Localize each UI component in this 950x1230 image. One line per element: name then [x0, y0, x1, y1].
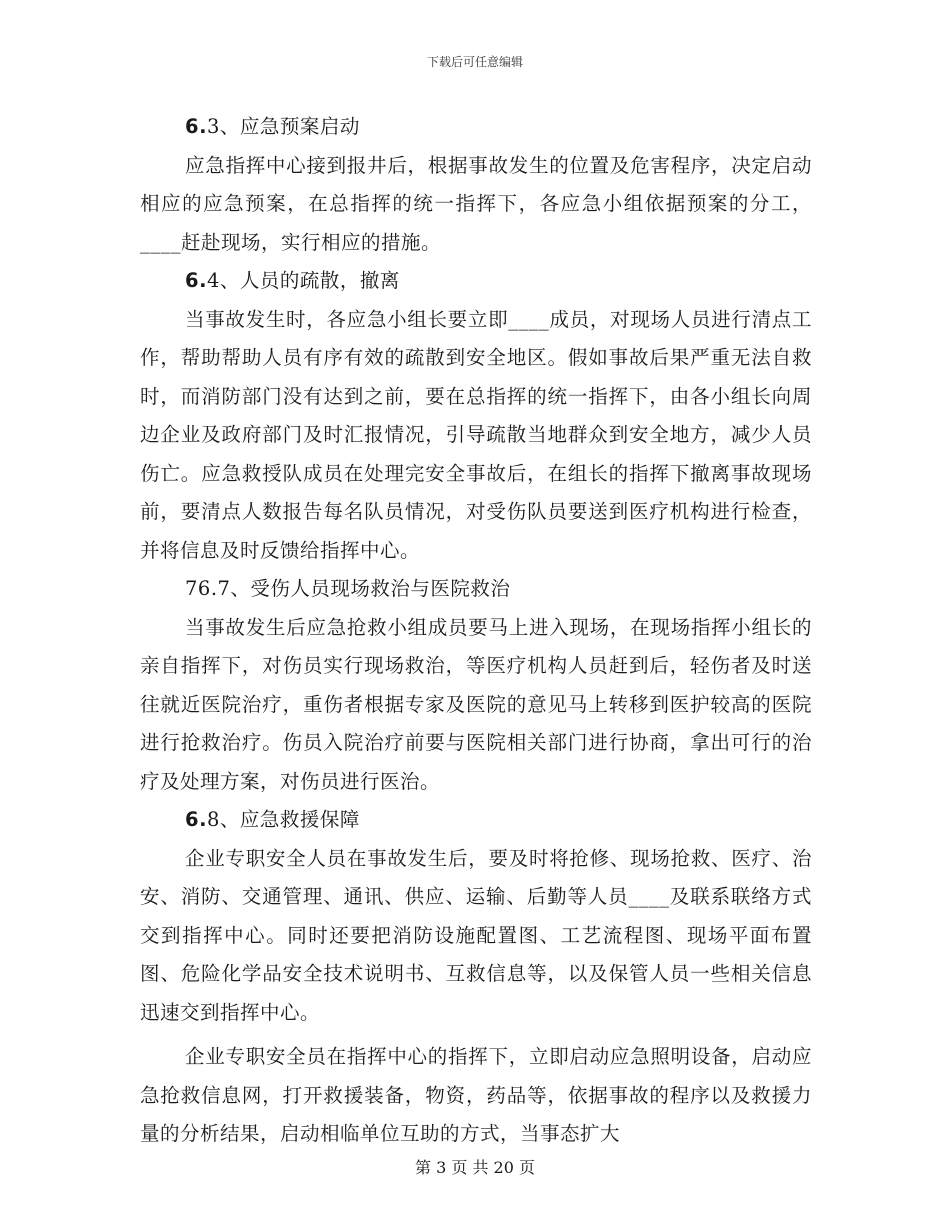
- section-heading-6-7: [140, 570, 812, 609]
- section-number: 6.: [185, 115, 207, 138]
- section-heading-6-3: [140, 108, 812, 147]
- section-heading-6-4: [140, 262, 812, 301]
- section-title: 4、人员的疏散，撤离: [206, 269, 400, 292]
- paragraph: 应急指挥中心接到报井后，根据事故发生的位置及危害程序，决定启动相应的应急预案，在总指挥的统一指挥下，各应急小组依据预案的分工，____赶赴现场，实行相应的措施。: [140, 153, 812, 254]
- paragraph: 当事故发生时，各应急小组长要立即____成员，对现场人员进行清点工作，帮助帮助人员有序有效的疏散到安全地区。假如事故后果严重无法自救时，而消防部门没有达到之前，要在总指挥的统一指挥下，由各小组长向周边企业及政府部门及时汇报情况，引导疏散当地群众到安全地方，减少人员伤亡。应急救授队成员在处理完安全事故后，在组长的指挥下撤离事故现场前，要清点人数报告每名队员情况，对受伤队员要送到医疗机构进行检查，并将信息及时反馈给指挥中心。: [140, 307, 812, 562]
- document-body: [140, 108, 812, 1154]
- section-number: 6.: [185, 269, 207, 292]
- section-number: 6.: [185, 808, 207, 831]
- page-footer: 第 3 页 共 20 页: [415, 1158, 535, 1177]
- section-title: 8、应急救援保障: [206, 808, 360, 831]
- section-heading-6-8: [140, 801, 812, 840]
- section-title: 3、应急预案启动: [206, 115, 360, 138]
- page-header: 下载后可任意编辑: [426, 55, 523, 69]
- paragraph: 企业专职安全员在指挥中心的指挥下，立即启动应急照明设备，启动应急抢救信息网，打开救援装备，物资，药品等，依据事故的程序以及救援力量的分析结果，启动相临单位互助的方式，当事态扩大: [140, 1045, 812, 1145]
- paragraph: 企业专职安全人员在事故发生后，要及时将抢修、现场抢救、医疗、治安、消防、交通管理、通讯、供应、运输、后勤等人员____及联系联络方式交到指挥中心。同时还要把消防设施配置图、工艺流程图、现场平面布置图、危险化学品安全技术说明书、互救信息等，以及保管人员一些相关信息迅速交到指挥中心。: [140, 846, 812, 1024]
- section-title: 76.7、受伤人员现场救治与医院救治: [185, 577, 511, 600]
- paragraph: 当事故发生后应急抢救小组成员要马上进入现场，在现场指挥小组长的亲自指挥下，对伤员实行现场救治，等医疗机构人员赶到后，轻伤者及时送往就近医院治疗，重伤者根据专家及医院的意见马上转移到医护较高的医院进行抢救治疗。伤员入院治疗前要与医院相关部门进行协商，拿出可行的治疗及处理方案，对伤员进行医治。: [140, 615, 812, 793]
